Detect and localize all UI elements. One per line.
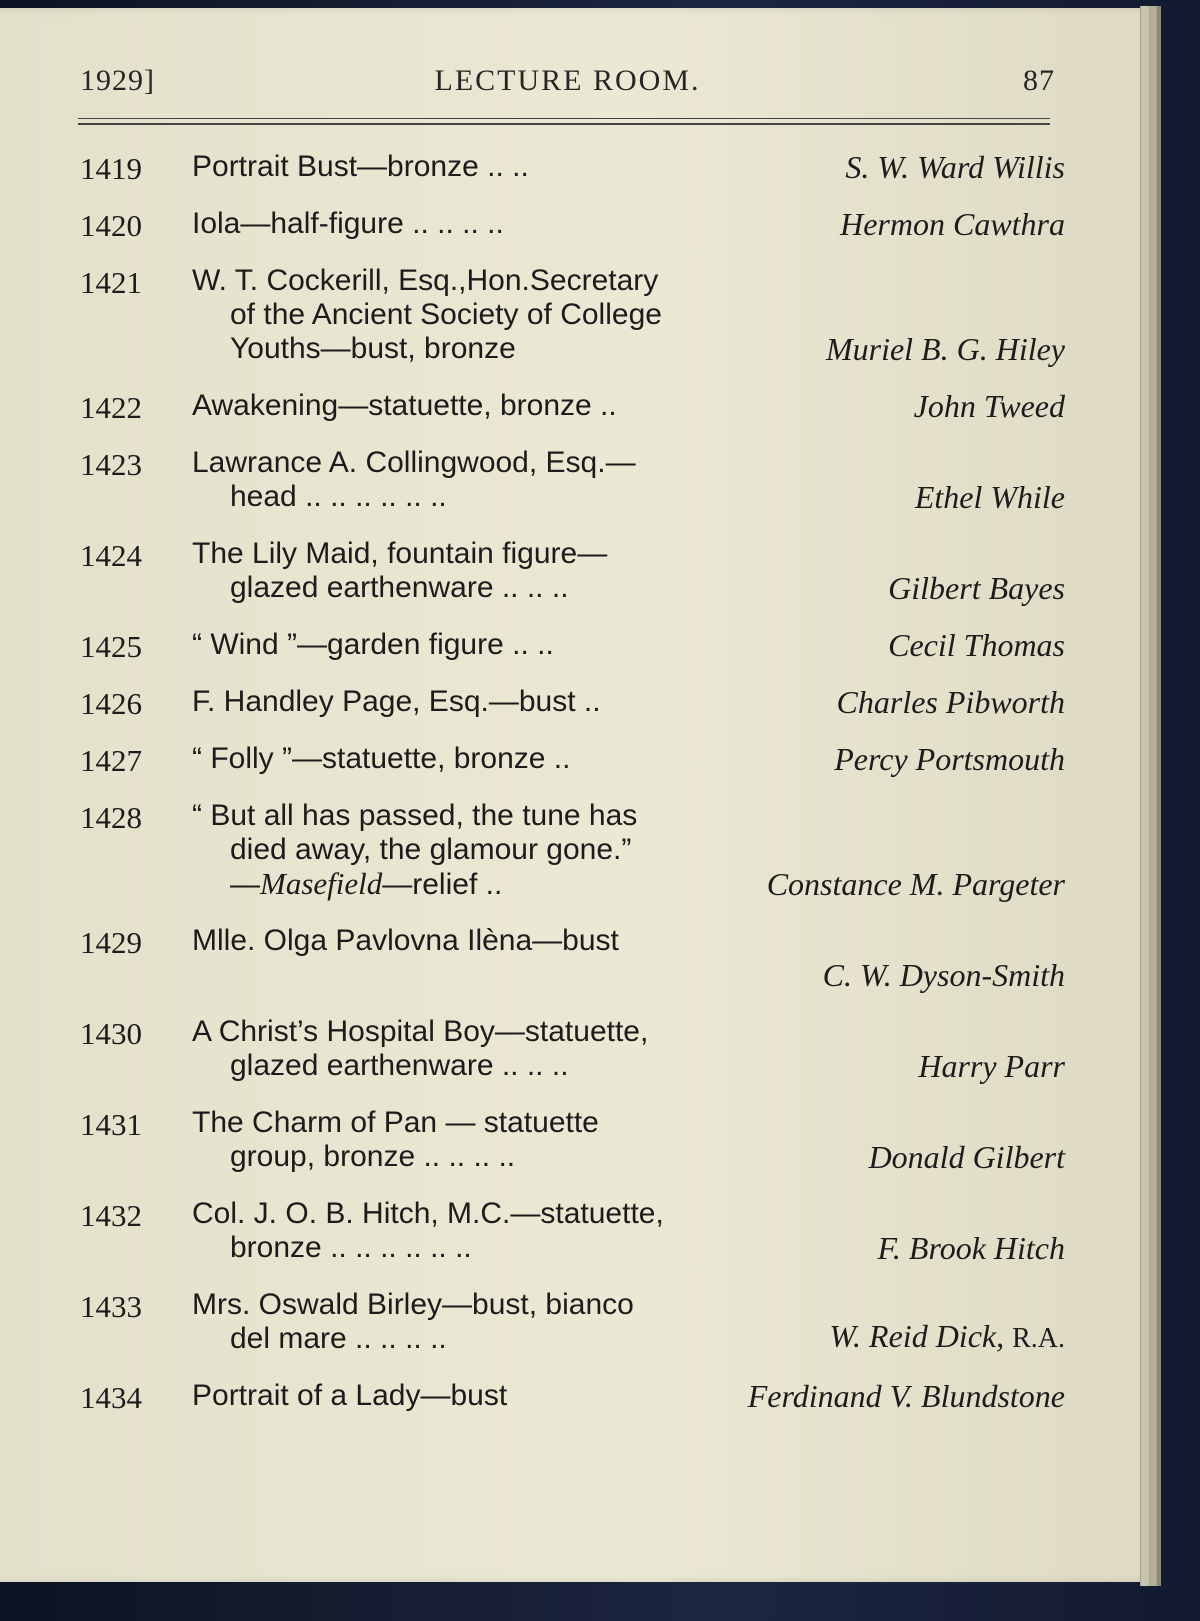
- entry-number: 1428: [80, 800, 142, 835]
- entry-title-line: [192, 150, 1065, 184]
- entry-title-line: [192, 480, 1065, 514]
- entry-title-text: Mlle. Olga Pavlovna Ilèna—bust: [192, 924, 619, 957]
- entry-title-text: W. T. Cockerill, Esq.,Hon.Secretary: [192, 264, 659, 297]
- artist-name: [888, 628, 1065, 662]
- entry-title-line: [192, 1318, 1065, 1356]
- artist-name: [915, 480, 1065, 514]
- artist-name-text: John Tweed: [913, 388, 1065, 424]
- entry-body: [192, 799, 1065, 901]
- entry-title-line: [192, 264, 1065, 298]
- entry-body: [192, 446, 1065, 514]
- entry-title-text: Awakening—statuette, bronze ..: [192, 389, 617, 422]
- entry-title-line: [192, 1106, 1065, 1140]
- entry-title-line: [192, 298, 1065, 332]
- artist-name-text: Ethel While: [914, 479, 1065, 515]
- entry-number: 1421: [80, 265, 142, 300]
- entry-number: 1424: [80, 538, 142, 573]
- entry-body: [192, 685, 1065, 719]
- catalogue-entry: [80, 1288, 1065, 1356]
- entry-body: [192, 207, 1065, 241]
- entry-body: [192, 150, 1065, 184]
- entry-title-text: died away, the glamour gone.”: [230, 833, 632, 866]
- entry-title-text: —: [230, 868, 260, 901]
- entry-title-text: Lawrance A. Collingwood, Esq.—: [192, 446, 636, 479]
- entry-title-line: [192, 1288, 1065, 1322]
- catalogue-entry: [80, 685, 1065, 719]
- entry-title-line: [192, 446, 1065, 480]
- entry-title-text: Portrait of a Lady—bust: [192, 1379, 508, 1412]
- entry-title-line: [192, 1379, 1065, 1413]
- catalogue-entry: [80, 537, 1065, 605]
- artist-name-text: Hermon Cawthra: [840, 206, 1065, 242]
- catalogue-entry: [80, 628, 1065, 662]
- entry-title-text: The Charm of Pan — statuette: [192, 1106, 599, 1139]
- entry-title-line: [192, 685, 1065, 719]
- entry-title-text: Youths—bust, bronze: [230, 332, 516, 365]
- entry-title-line: [192, 1049, 1065, 1083]
- artist-name-text: Constance M. Pargeter: [766, 866, 1065, 902]
- artist-name-text: Charles Pibworth: [836, 684, 1065, 720]
- entry-title-text: of the Ancient Society of College: [230, 298, 662, 331]
- artist-name: [748, 1379, 1065, 1413]
- artist-name: [837, 685, 1065, 719]
- artist-name: [829, 1319, 1065, 1356]
- entry-title-text: A Christ’s Hospital Boy—statuette,: [192, 1015, 649, 1048]
- artist-name: [767, 867, 1065, 901]
- entry-body: [192, 537, 1065, 605]
- catalogue-entries: [80, 150, 1065, 1436]
- entry-body: [192, 742, 1065, 776]
- artist-honour: R.A.: [1012, 1323, 1065, 1354]
- entry-body: [192, 389, 1065, 423]
- entry-title-text: del mare .. .. .. ..: [230, 1322, 447, 1355]
- entry-title-text: group, bronze .. .. .. ..: [230, 1140, 516, 1173]
- running-head: [80, 64, 1055, 104]
- entry-title-line: [192, 924, 1065, 958]
- entry-number: 1423: [80, 447, 142, 482]
- page-edge: [1156, 6, 1161, 1586]
- catalogue-entry: [80, 389, 1065, 423]
- artist-name-text: Cecil Thomas: [888, 627, 1065, 663]
- entry-body: [192, 1379, 1065, 1413]
- artist-name-text: W. Reid Dick,: [829, 1318, 1005, 1354]
- header-year: 1929]: [80, 64, 155, 97]
- catalogue-entry: [80, 799, 1065, 901]
- catalogue-entry: [80, 1015, 1065, 1083]
- artist-name: C. W. Dyson-Smith: [822, 957, 1065, 993]
- entry-title-line: [192, 537, 1065, 571]
- entry-title-text: Col. J. O. B. Hitch, M.C.—statuette,: [192, 1197, 664, 1230]
- entry-number: 1433: [80, 1289, 142, 1324]
- entry-number: 1426: [80, 686, 142, 721]
- entry-number: 1420: [80, 208, 142, 243]
- entry-body: [192, 1106, 1065, 1174]
- entry-body: [192, 1288, 1065, 1356]
- artist-name: [918, 1049, 1065, 1083]
- page-number: 87: [1023, 64, 1055, 97]
- artist-name-text: Harry Parr: [918, 1048, 1065, 1084]
- header-rule: [78, 123, 1050, 125]
- artist-name: [869, 1140, 1065, 1174]
- entry-title-line: [192, 742, 1065, 776]
- entry-title-text: glazed earthenware .. .. ..: [230, 571, 569, 604]
- artist-name: [845, 150, 1065, 184]
- catalogue-entry: [80, 1379, 1065, 1413]
- entry-title-text: Iola—half-figure .. .. .. ..: [192, 207, 504, 240]
- entry-artist-line: [192, 958, 1065, 992]
- entry-number: 1430: [80, 1016, 142, 1051]
- entry-body: [192, 1015, 1065, 1083]
- entry-number: 1432: [80, 1198, 142, 1233]
- entry-body: [192, 628, 1065, 662]
- artist-name: [834, 742, 1065, 776]
- entry-title-line: [192, 1015, 1065, 1049]
- entry-title-text: “ Wind ”—garden figure .. ..: [192, 628, 554, 661]
- entry-body: [192, 264, 1065, 366]
- entry-title-line: [192, 207, 1065, 241]
- entry-title-line: [192, 628, 1065, 662]
- entry-title-text: bronze .. .. .. .. .. ..: [230, 1231, 472, 1264]
- artist-name: [888, 571, 1065, 605]
- entry-number: 1431: [80, 1107, 142, 1142]
- entry-title-line: [192, 833, 1065, 867]
- catalogue-entry: [80, 742, 1065, 776]
- entry-title-text: glazed earthenware .. .. ..: [230, 1049, 569, 1082]
- entry-title-text: Mrs. Oswald Birley—bust, bianco: [192, 1288, 634, 1321]
- entry-body: [192, 1197, 1065, 1265]
- catalogue-entry: [80, 446, 1065, 514]
- entry-title-text: —relief ..: [382, 868, 503, 901]
- entry-title-line: [192, 799, 1065, 833]
- page-edge: [1140, 6, 1149, 1586]
- entry-title-text: F. Handley Page, Esq.—bust ..: [192, 685, 601, 718]
- artist-name: [914, 389, 1065, 423]
- entry-title-line: [192, 1231, 1065, 1265]
- catalogue-entry: [80, 264, 1065, 366]
- artist-name-text: Gilbert Bayes: [888, 570, 1065, 606]
- entry-number: 1427: [80, 743, 142, 778]
- entry-title-text: head .. .. .. .. .. ..: [230, 480, 447, 513]
- catalogue-entry: [80, 924, 1065, 992]
- entry-title-text: Portrait Bust—bronze .. ..: [192, 150, 529, 183]
- entry-number: 1422: [80, 390, 142, 425]
- entry-title-line: [192, 389, 1065, 423]
- artist-name-text: Donald Gilbert: [868, 1139, 1065, 1175]
- artist-name: [840, 207, 1065, 241]
- entry-title-line: [192, 1197, 1065, 1231]
- artist-name-text: Ferdinand V. Blundstone: [747, 1378, 1065, 1414]
- artist-name-text: Percy Portsmouth: [834, 741, 1065, 777]
- catalogue-entry: [80, 150, 1065, 184]
- entry-title-line: [192, 332, 1065, 366]
- entry-number: 1429: [80, 925, 142, 960]
- catalogue-entry: [80, 1106, 1065, 1174]
- entry-body: [192, 924, 1065, 992]
- artist-name: [826, 332, 1065, 366]
- artist-name-text: Muriel B. G. Hiley: [825, 331, 1065, 367]
- catalogue-entry: [80, 207, 1065, 241]
- quoted-author: Masefield: [260, 866, 383, 901]
- artist-name-text: S. W. Ward Willis: [845, 149, 1065, 185]
- entry-title-text: The Lily Maid, fountain figure—: [192, 537, 608, 570]
- entry-number: 1419: [80, 151, 142, 186]
- entry-title-line: [192, 1140, 1065, 1174]
- entry-title-line: [192, 867, 1065, 901]
- header-rule: [78, 118, 1050, 119]
- page-title: LECTURE ROOM.: [434, 64, 701, 97]
- entry-title-text: “ But all has passed, the tune has: [192, 799, 638, 832]
- entry-title-line: [192, 571, 1065, 605]
- catalogue-entry: [80, 1197, 1065, 1265]
- entry-number: 1425: [80, 629, 142, 664]
- artist-name-text: F. Brook Hitch: [877, 1230, 1065, 1266]
- entry-title-text: “ Folly ”—statuette, bronze ..: [192, 742, 571, 775]
- artist-name: [877, 1231, 1065, 1265]
- entry-number: 1434: [80, 1380, 142, 1415]
